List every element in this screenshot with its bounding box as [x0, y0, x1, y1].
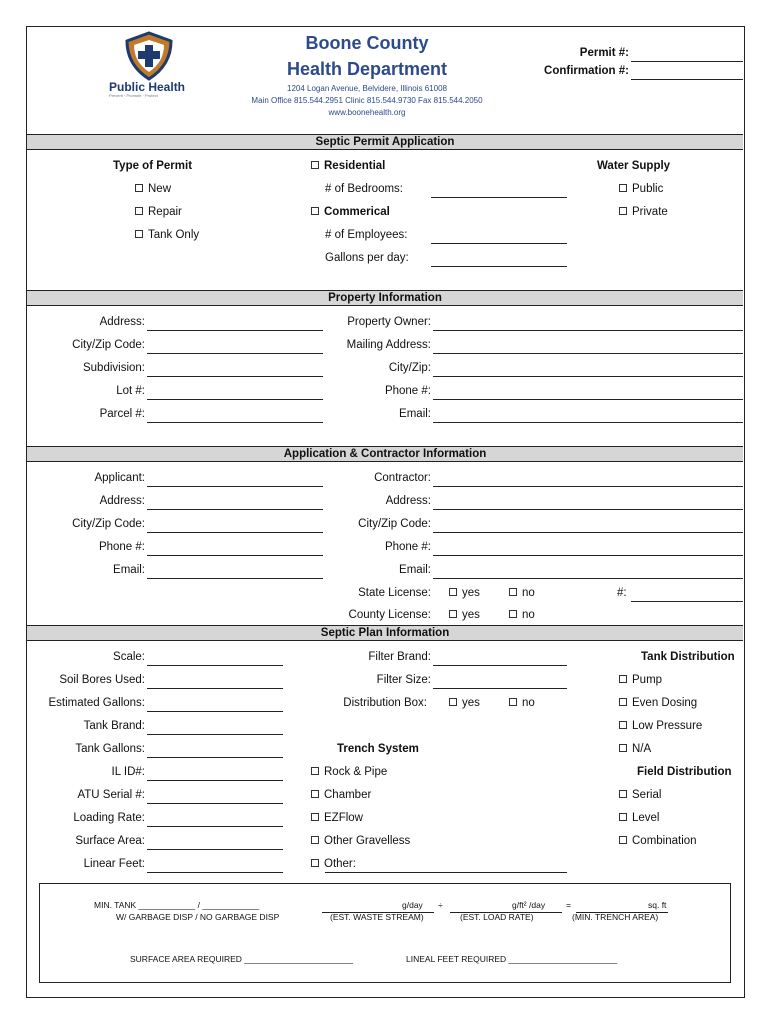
checkbox-icon	[449, 588, 457, 596]
county-license-no[interactable]: no	[509, 609, 535, 621]
linear-feet-field[interactable]	[147, 872, 283, 873]
filter-size-label: Filter Size:	[376, 674, 431, 686]
mailing-address-field[interactable]	[433, 353, 743, 354]
trench-other[interactable]: Other:	[311, 858, 356, 870]
distribution-box-yes[interactable]: yes	[449, 697, 480, 709]
applicant-address-field[interactable]	[147, 509, 323, 510]
permit-type-repair[interactable]: Repair	[135, 206, 182, 218]
field-dist-combination[interactable]: Combination	[619, 835, 697, 847]
trench-chamber[interactable]: Chamber	[311, 789, 371, 801]
calculation-box	[39, 883, 731, 983]
checkbox-icon	[619, 698, 627, 706]
water-supply-heading: Water Supply	[597, 160, 671, 172]
field-dist-serial[interactable]: Serial	[619, 789, 661, 801]
checkbox-icon	[311, 767, 319, 775]
contractor-email-field[interactable]	[433, 578, 743, 579]
checkbox-icon	[509, 698, 517, 706]
property-cityzip-label: City/Zip Code:	[72, 339, 145, 351]
applicant-cityzip-field[interactable]	[147, 532, 323, 533]
county-license-label: County License:	[348, 609, 431, 621]
permit-number-field[interactable]	[631, 61, 743, 62]
employees-field[interactable]	[431, 243, 567, 244]
filter-brand-label: Filter Brand:	[368, 651, 431, 663]
tank-brand-label: Tank Brand:	[83, 720, 145, 732]
checkbox-icon	[509, 610, 517, 618]
contractor-phone-label: Phone #:	[384, 541, 431, 553]
county-license-yes[interactable]: yes	[449, 609, 480, 621]
bedrooms-field[interactable]	[431, 197, 567, 198]
tank-gallons-label: Tank Gallons:	[75, 743, 145, 755]
permit-type-tank-only[interactable]: Tank Only	[135, 229, 199, 241]
state-license-label: State License:	[358, 587, 431, 599]
residential-option[interactable]: Residential	[311, 160, 385, 172]
contractor-label: Contractor:	[374, 472, 431, 484]
lineal-feet-required: LINEAL FEET REQUIRED _______________________	[406, 954, 618, 964]
state-license-no[interactable]: no	[509, 587, 535, 599]
gday-unit: g/day	[402, 900, 423, 910]
mailing-address-label: Mailing Address:	[346, 339, 431, 351]
contractor-email-label: Email:	[399, 564, 431, 576]
tank-dist-even-dosing[interactable]: Even Dosing	[619, 697, 697, 709]
trench-rock-pipe[interactable]: Rock & Pipe	[311, 766, 387, 778]
sqft-unit: sq. ft	[648, 900, 667, 910]
linear-feet-label: Linear Feet:	[83, 858, 145, 870]
contractor-phone-field[interactable]	[433, 555, 743, 556]
surface-area-label: Surface Area:	[75, 835, 145, 847]
agency-title-line2: Health Department	[286, 59, 448, 79]
distribution-box-label: Distribution Box:	[343, 697, 427, 709]
field-distribution-heading: Field Distribution	[637, 766, 732, 778]
gallons-per-day-field[interactable]	[431, 266, 567, 267]
applicant-email-field[interactable]	[147, 578, 323, 579]
field-dist-level[interactable]: Level	[619, 812, 660, 824]
trench-other-gravelless[interactable]: Other Gravelless	[311, 835, 410, 847]
checkbox-icon	[135, 184, 143, 192]
confirmation-number-label: Confirmation #:	[544, 65, 629, 77]
trench-other-field[interactable]	[325, 872, 567, 873]
checkbox-icon	[135, 207, 143, 215]
checkbox-icon	[619, 744, 627, 752]
checkbox-icon	[619, 184, 627, 192]
estimated-gallons-label: Estimated Gallons:	[48, 697, 145, 709]
property-owner-field[interactable]	[433, 330, 743, 331]
il-id-field[interactable]	[147, 780, 283, 781]
checkbox-icon	[311, 813, 319, 821]
bedrooms-label: # of Bedrooms:	[325, 183, 403, 195]
divide-symbol: ÷	[438, 900, 443, 910]
lot-number-field[interactable]	[147, 399, 323, 400]
tank-dist-na[interactable]: N/A	[619, 743, 651, 755]
checkbox-icon	[449, 698, 457, 706]
distribution-box-no[interactable]: no	[509, 697, 535, 709]
type-of-permit-heading: Type of Permit	[113, 160, 193, 172]
loading-rate-field[interactable]	[147, 826, 283, 827]
water-supply-private[interactable]: Private	[619, 206, 668, 218]
property-owner-label: Property Owner:	[347, 316, 431, 328]
section-header-septic-plan: Septic Plan Information	[27, 625, 743, 641]
checkbox-icon	[311, 790, 319, 798]
contractor-cityzip-label: City/Zip Code:	[358, 518, 431, 530]
license-number-label: #:	[617, 587, 627, 599]
tank-gallons-field[interactable]	[147, 757, 283, 758]
owner-email-field[interactable]	[433, 422, 743, 423]
subdivision-field[interactable]	[147, 376, 323, 377]
permit-number-label: Permit #:	[579, 47, 629, 59]
estimated-gallons-field[interactable]	[147, 711, 283, 712]
scale-label: Scale:	[113, 651, 145, 663]
commercial-option[interactable]: Commerical	[311, 206, 390, 218]
contractor-address-field[interactable]	[433, 509, 743, 510]
tank-brand-field[interactable]	[147, 734, 283, 735]
septic-permit-form	[26, 26, 745, 998]
contractor-address-label: Address:	[385, 495, 431, 507]
checkbox-icon	[619, 207, 627, 215]
loading-rate-label: Loading Rate:	[73, 812, 145, 824]
surface-area-field[interactable]	[147, 849, 283, 850]
checkbox-icon	[619, 836, 627, 844]
min-tank-text: MIN. TANK ____________ / ____________	[94, 900, 260, 910]
il-id-label: IL ID#:	[111, 766, 145, 778]
tank-distribution-heading: Tank Distribution	[641, 651, 735, 663]
surface-area-required: SURFACE AREA REQUIRED _______________________	[130, 954, 354, 964]
filter-brand-field[interactable]	[433, 665, 567, 666]
owner-phone-field[interactable]	[433, 399, 743, 400]
trench-ezflow[interactable]: EZFlow	[311, 812, 363, 824]
logo-text: Public Health	[109, 80, 186, 94]
checkbox-icon	[311, 859, 319, 867]
contractor-cityzip-field[interactable]	[433, 532, 743, 533]
soil-bores-label: Soil Bores Used:	[59, 674, 145, 686]
checkbox-icon	[311, 161, 319, 169]
parcel-number-label: Parcel #:	[99, 408, 145, 420]
owner-cityzip-field[interactable]	[433, 376, 743, 377]
owner-cityzip-label: City/Zip:	[388, 362, 431, 374]
soil-bores-field[interactable]	[147, 688, 283, 689]
confirmation-number-field[interactable]	[631, 79, 743, 80]
property-cityzip-field[interactable]	[147, 353, 323, 354]
tank-dist-pump[interactable]: Pump	[619, 674, 662, 686]
public-health-shield-icon	[123, 31, 175, 81]
agency-title-line1: Boone County	[305, 33, 429, 53]
state-license-yes[interactable]: yes	[449, 587, 480, 599]
lot-number-label: Lot #:	[116, 385, 145, 397]
contractor-field[interactable]	[433, 486, 743, 487]
checkbox-icon	[311, 836, 319, 844]
equals-symbol: =	[566, 900, 571, 910]
section-header-applicant-contractor: Application & Contractor Information	[27, 446, 743, 462]
gallons-per-day-label: Gallons per day:	[325, 252, 409, 264]
checkbox-icon	[449, 610, 457, 618]
checkbox-icon	[619, 790, 627, 798]
license-number-field[interactable]	[631, 601, 743, 602]
agency-address: 1204 Logan Avenue, Belvidere, Illinois 61008	[287, 84, 447, 93]
subdivision-label: Subdivision:	[82, 362, 145, 374]
permit-type-new[interactable]: New	[135, 183, 171, 195]
checkbox-icon	[311, 207, 319, 215]
agency-phones: Main Office 815.544.2951 Clinic 815.544.9730 Fax 815.544.2050	[251, 96, 483, 105]
property-address-field[interactable]	[147, 330, 323, 331]
applicant-cityzip-label: City/Zip Code:	[72, 518, 145, 530]
owner-phone-label: Phone #:	[384, 385, 431, 397]
atu-serial-label: ATU Serial #:	[77, 789, 145, 801]
filter-size-field[interactable]	[433, 688, 567, 689]
tank-dist-low-pressure[interactable]: Low Pressure	[619, 720, 702, 732]
water-supply-public[interactable]: Public	[619, 183, 663, 195]
checkbox-icon	[619, 675, 627, 683]
checkbox-icon	[619, 721, 627, 729]
section-header-septic-permit: Septic Permit Application	[27, 134, 743, 150]
min-tank-subtext: W/ GARBAGE DISP / NO GARBAGE DISP	[116, 912, 280, 922]
employees-label: # of Employees:	[325, 229, 408, 241]
applicant-field[interactable]	[147, 486, 323, 487]
logo-subtext: Prevent · Promote · Protect	[109, 93, 158, 98]
owner-email-label: Email:	[399, 408, 431, 420]
min-trench-area-label: (MIN. TRENCH AREA)	[572, 912, 659, 922]
est-waste-stream-label: (EST. WASTE STREAM)	[330, 912, 424, 922]
applicant-label: Applicant:	[94, 472, 145, 484]
applicant-address-label: Address:	[99, 495, 145, 507]
scale-field[interactable]	[147, 665, 283, 666]
gft-unit: g/ft² /day	[512, 900, 546, 910]
applicant-phone-field[interactable]	[147, 555, 323, 556]
checkbox-icon	[509, 588, 517, 596]
applicant-email-label: Email:	[113, 564, 145, 576]
applicant-phone-label: Phone #:	[98, 541, 145, 553]
checkbox-icon	[619, 813, 627, 821]
agency-website: www.boonehealth.org	[328, 108, 406, 117]
section-header-property: Property Information	[27, 290, 743, 306]
parcel-number-field[interactable]	[147, 422, 323, 423]
checkbox-icon	[135, 230, 143, 238]
trench-system-heading: Trench System	[337, 743, 419, 755]
est-load-rate-label: (EST. LOAD RATE)	[460, 912, 534, 922]
property-address-label: Address:	[99, 316, 145, 328]
atu-serial-field[interactable]	[147, 803, 283, 804]
